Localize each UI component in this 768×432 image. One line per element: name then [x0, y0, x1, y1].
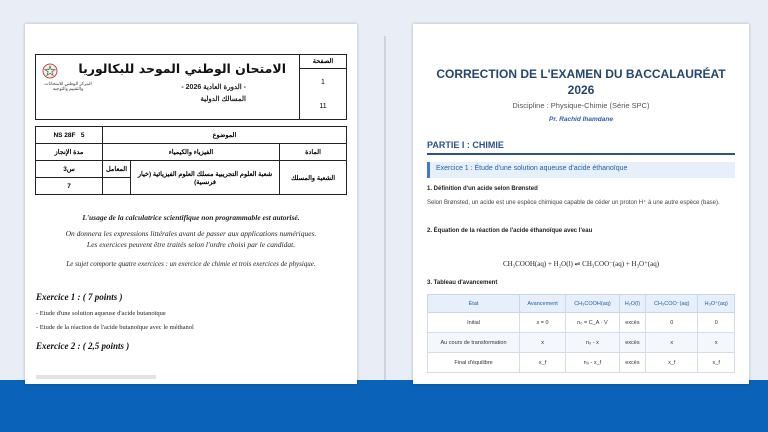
matter-label: المادة: [280, 144, 347, 161]
matter-value: الفيزياء والكيمياء: [103, 144, 280, 161]
coef-value: 7: [36, 178, 103, 195]
coef-label: المعامل: [103, 161, 131, 178]
duration-label: مدة الإنجاز: [36, 144, 103, 161]
ministry-name: المركز الوطني للامتحانات والتقييم والتوجيه: [44, 81, 92, 91]
definition-text: Selon Brønsted, un acide est une espèce chimique capable de céder un proton H⁺ à une autre espèce (base).: [427, 200, 720, 206]
calculator-note: L'usage de la calculatrice scientifique non programmable est autorisé.: [82, 213, 300, 222]
table-row: Final d'équilibre x_f n₀ - x_f excès x_f x_f: [428, 353, 735, 373]
page-number-box: [299, 55, 346, 119]
instruction-note: Le sujet comporte quatre exercices : un exercice de chimie et trois exercices de physique.: [66, 260, 316, 268]
exercise-1-item: - Etude de la réaction de l'acide butanoïque avec le méthanol: [36, 324, 194, 331]
bottom-band: [0, 380, 768, 432]
page-divider: [384, 36, 386, 380]
instruction-note: Les exercices peuvent être traités selon l'ordre choisi par le candidat.: [86, 240, 296, 249]
table-row: Au cours de transformation x n₀ - x excès x x: [428, 333, 735, 353]
exam-header: [35, 54, 347, 120]
table-header: État: [428, 295, 520, 313]
table-header: CH₃COO⁻(aq): [646, 295, 698, 313]
author: Pr. Rachid Ihamdane: [549, 116, 613, 123]
table-header: Avancement: [520, 295, 566, 313]
reaction-equation: CH₃COOH(aq) + H₂O(l) ⇌ CH₃COO⁻(aq) + H₃O⁺(aq): [502, 260, 660, 268]
branch-value: شعبة العلوم التجريبية مسلك العلوم الفيزيائية (خيار فرنسية): [131, 161, 280, 195]
page-total: 11: [319, 103, 327, 110]
section-heading: 1. Définition d'un acide selon Brønsted: [427, 186, 538, 192]
section-heading: 2. Équation de la réaction de l'acide éthanoïque avec l'eau: [427, 228, 593, 234]
exercise-2-title: Exercice 2 : ( 2,5 points ): [36, 341, 130, 351]
subject-label: الموضوع: [103, 127, 347, 144]
part-title: PARTIE I : CHIMIE: [427, 140, 504, 150]
kingdom-emblem-icon: [42, 63, 58, 79]
correction-page-preview[interactable]: [413, 24, 749, 384]
discipline: Discipline : Physique-Chimie (Série SPC): [512, 101, 650, 110]
table-header: H₃O⁺(aq): [698, 295, 735, 313]
exam-info-table: [35, 126, 347, 195]
exercise-1-title: Exercice 1 : ( 7 points ): [36, 292, 123, 302]
exercise-1-item: - Etude d'une solution aqueuse d'acide butanoïque: [36, 310, 166, 317]
exam-session: - الدورة العادية 2026 -: [181, 84, 246, 91]
exercise-banner: Exercice 1 : Étude d'une solution aqueuse d'acide éthanoïque: [427, 162, 735, 178]
table-header: CH₃COOH(aq): [566, 295, 620, 313]
exam-code: NS 28F 5: [36, 127, 103, 144]
exam-title: الامتحان الوطني الموحد للبكالوريا: [78, 61, 286, 76]
duration-value: 3س: [36, 161, 103, 178]
instruction-note: On donnera les expressions littérales avant de passer aux applications numériques.: [65, 229, 317, 238]
exam-track: المسالك الدولية: [200, 96, 246, 103]
section-heading: 3. Tableau d'avancement: [427, 280, 498, 286]
page-number: 1: [321, 79, 325, 86]
correction-title: CORRECTION DE L'EXAMEN DU BACCALAURÉAT 2026: [436, 67, 726, 97]
exam-page-preview[interactable]: [25, 24, 357, 384]
table-row: Initial x = 0 n₀ = C_A · V excès 0 0: [428, 313, 735, 333]
branch-label: الشعبة والمسلك: [280, 161, 347, 195]
advancement-table: [427, 294, 735, 373]
table-header: H₂O(l): [619, 295, 645, 313]
page-label: الصفحة: [312, 58, 334, 65]
